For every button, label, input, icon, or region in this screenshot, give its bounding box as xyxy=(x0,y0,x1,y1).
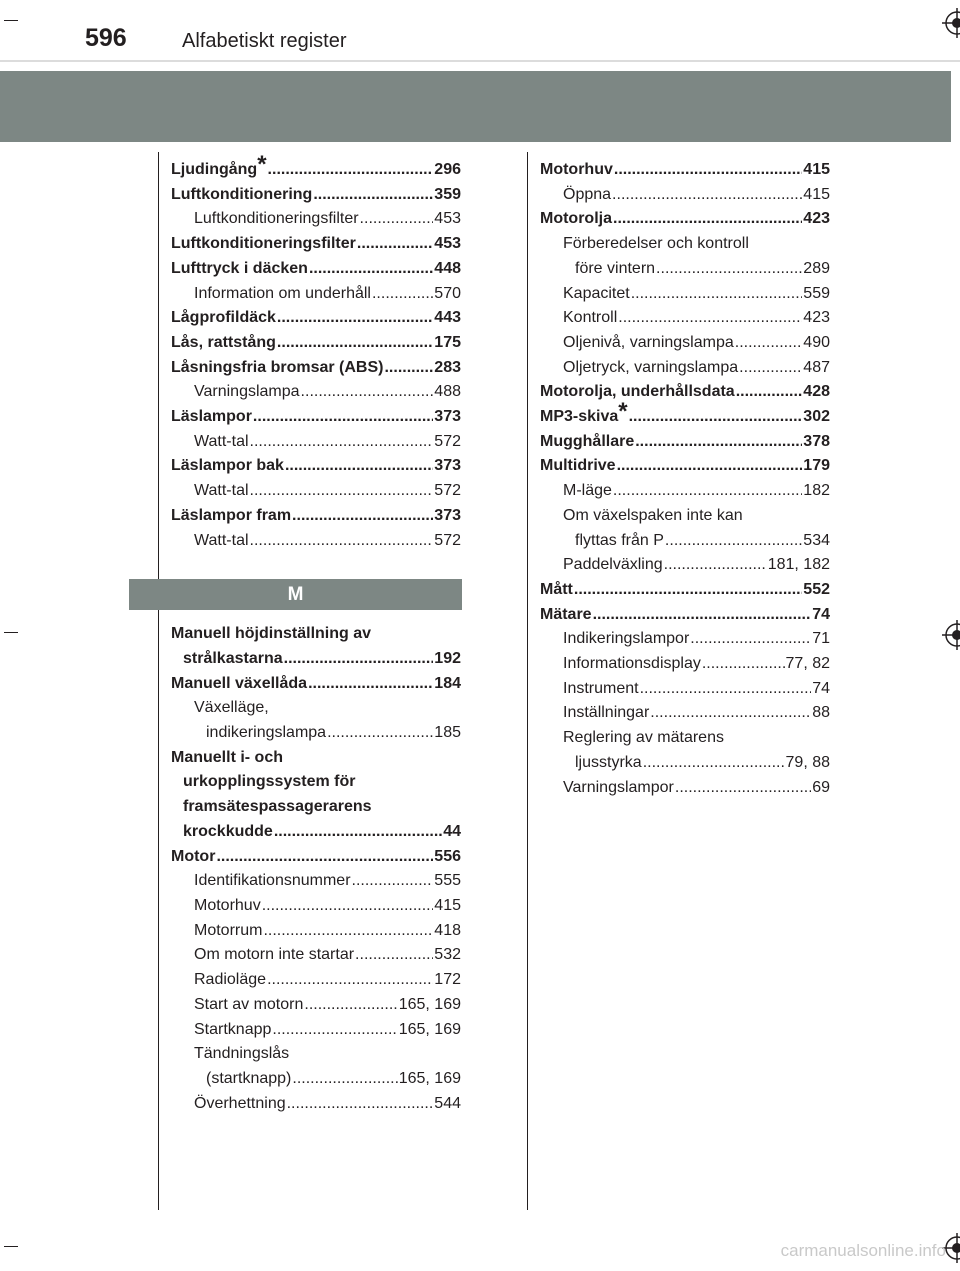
index-entry[interactable]: Manuellt i- och xyxy=(171,748,283,766)
registration-mark-icon xyxy=(942,620,960,650)
index-subentry[interactable] xyxy=(540,776,830,801)
entry-page: 192 xyxy=(434,649,461,667)
column-rule-left xyxy=(158,152,159,1210)
entry-page: 165, 169 xyxy=(398,1020,461,1038)
index-subentry[interactable] xyxy=(171,869,461,894)
entry-page: 77, 82 xyxy=(785,655,830,673)
index-subentry[interactable] xyxy=(540,553,830,578)
entry-page: 534 xyxy=(803,531,830,549)
entry-label: Låsningsfria bromsar (ABS) xyxy=(171,358,384,376)
index-entry[interactable] xyxy=(540,454,830,479)
entry-page: 428 xyxy=(803,383,830,401)
index-subentry[interactable] xyxy=(171,993,461,1018)
entry-label: Watt-tal xyxy=(194,531,249,549)
index-entry[interactable] xyxy=(540,397,830,430)
index-subentry[interactable] xyxy=(540,282,830,307)
entry-page: 69 xyxy=(812,778,830,796)
entry-page: 302 xyxy=(803,408,830,426)
index-entry[interactable]: Manuell höjdinställning av xyxy=(171,625,372,643)
letter-heading: M xyxy=(129,579,462,610)
entry-label: Motor xyxy=(171,847,216,865)
index-subentry[interactable] xyxy=(171,1018,461,1043)
index-entry[interactable] xyxy=(171,150,461,183)
crop-mark xyxy=(4,1246,18,1247)
index-entry[interactable] xyxy=(171,820,461,845)
entry-page: 453 xyxy=(434,210,461,228)
entry-page: 79, 88 xyxy=(785,753,830,771)
entry-label: Överhettning xyxy=(194,1094,286,1112)
entry-page: 283 xyxy=(434,358,461,376)
entry-label: Motorhuv xyxy=(540,161,613,178)
index-subentry[interactable] xyxy=(540,356,830,381)
entry-page: 165, 169 xyxy=(398,995,461,1013)
entry-label: Informationsdisplay xyxy=(563,655,701,673)
index-subentry[interactable]: Tändningslås xyxy=(194,1045,290,1063)
index-subentry[interactable] xyxy=(171,721,461,746)
index-subentry[interactable] xyxy=(540,751,830,776)
entry-label: Motorolja xyxy=(540,210,612,228)
entry-label: Mått xyxy=(540,580,573,598)
entry-page: 490 xyxy=(803,333,830,351)
entry-page: 74 xyxy=(812,605,830,623)
index-subentry[interactable] xyxy=(540,479,830,504)
entry-page: 415 xyxy=(434,896,461,914)
index-subentry[interactable]: Växelläge, xyxy=(194,699,269,717)
entry-label: Indikeringslampor xyxy=(563,630,690,648)
index-entry[interactable] xyxy=(171,845,461,870)
entry-label: Läslampor bak xyxy=(171,457,284,475)
entry-label: Kontroll xyxy=(563,309,618,327)
index-entry[interactable] xyxy=(540,158,830,183)
asterisk: * xyxy=(257,150,267,178)
index-subentry[interactable]: Förberedelser och kontroll xyxy=(563,235,749,253)
entries-l xyxy=(171,150,461,553)
index-entry[interactable] xyxy=(540,207,830,232)
entry-page: 165, 169 xyxy=(398,1069,461,1087)
entry-label: Om motorn inte startar xyxy=(194,946,355,964)
entry-page: 185 xyxy=(434,724,461,742)
index-column-left xyxy=(171,150,461,1116)
entry-label: Motorrum xyxy=(194,921,263,939)
entry-page: 423 xyxy=(803,210,830,228)
column-rule-middle xyxy=(527,152,528,1210)
entry-page: 544 xyxy=(434,1094,461,1112)
page-header xyxy=(0,0,960,62)
index-subentry[interactable]: Om växelspaken inte kan xyxy=(563,506,743,524)
entry-page: 532 xyxy=(434,946,461,964)
entry-label: MP3-skiva* xyxy=(540,397,628,426)
entry-label: Watt-tal xyxy=(194,432,249,450)
index-entry-continued: framsätespassagerarens xyxy=(183,798,372,816)
entry-page: 359 xyxy=(434,185,461,203)
index-subentry[interactable] xyxy=(540,183,830,208)
entry-label: Paddelväxling xyxy=(563,556,663,574)
entry-label: Instrument xyxy=(563,679,639,697)
index-entry[interactable] xyxy=(171,331,461,356)
registration-mark-icon xyxy=(942,8,960,38)
entry-label: Startknapp xyxy=(194,1020,272,1038)
entry-page: 182 xyxy=(803,482,830,500)
index-subentry[interactable]: Reglering av mätarens xyxy=(563,729,724,747)
entry-page: 88 xyxy=(812,704,830,722)
entry-label: Luftkonditioneringsfilter xyxy=(194,210,359,228)
index-subentry[interactable] xyxy=(171,479,461,504)
entry-page: 296 xyxy=(434,161,461,178)
entry-label: Identifikationsnummer xyxy=(194,872,351,890)
index-subentry[interactable] xyxy=(171,430,461,455)
watermark: carmanualsonline.info xyxy=(780,1241,946,1260)
entry-page: 443 xyxy=(434,309,461,327)
section-title: Alfabetiskt register xyxy=(182,30,347,52)
entry-label: strålkastarna xyxy=(183,649,283,667)
entry-label: Luftkonditionering xyxy=(171,185,313,203)
index-entry[interactable] xyxy=(540,603,830,628)
entry-page: 373 xyxy=(434,506,461,524)
entry-label: Motorolja, underhållsdata xyxy=(540,383,735,401)
index-subentry[interactable] xyxy=(171,207,461,232)
index-subentry[interactable] xyxy=(171,529,461,554)
entry-label: Mätare xyxy=(540,605,592,623)
entry-page: 181, 182 xyxy=(767,556,830,574)
index-subentry[interactable] xyxy=(171,943,461,968)
entry-page: 373 xyxy=(434,408,461,426)
entry-label: Öppna xyxy=(563,185,612,203)
entry-page: 552 xyxy=(803,580,830,598)
entry-label: Oljenivå, varningslampa xyxy=(563,333,734,351)
entry-page: 556 xyxy=(434,847,461,865)
index-entry[interactable] xyxy=(171,405,461,430)
entry-page: 453 xyxy=(434,235,461,253)
index-entry[interactable] xyxy=(540,430,830,455)
entry-page: 184 xyxy=(434,674,461,692)
entry-label: krockkudde xyxy=(183,822,273,840)
index-column-right xyxy=(540,158,830,800)
entry-page: 572 xyxy=(434,482,461,500)
index-subentry[interactable] xyxy=(171,1067,461,1092)
index-subentry[interactable] xyxy=(540,701,830,726)
index-entry[interactable] xyxy=(540,578,830,603)
crop-mark xyxy=(4,20,18,21)
index-subentry[interactable] xyxy=(171,894,461,919)
entry-page: 555 xyxy=(434,872,461,890)
index-subentry[interactable] xyxy=(171,1092,461,1117)
entries-olja xyxy=(540,282,830,381)
entry-label: flyttas från P xyxy=(575,531,664,549)
index-subentry[interactable] xyxy=(171,380,461,405)
entry-page: 488 xyxy=(434,383,461,401)
entry-page: 572 xyxy=(434,531,461,549)
entry-page: 378 xyxy=(803,432,830,450)
crop-mark xyxy=(4,632,18,633)
index-entry[interactable] xyxy=(171,257,461,282)
index-entry-continued: urkopplingssystem för xyxy=(183,773,356,791)
entry-page: 74 xyxy=(812,679,830,697)
entry-page: 418 xyxy=(434,921,461,939)
entry-page: 172 xyxy=(434,971,461,989)
entry-label: Luftkonditioneringsfilter xyxy=(171,235,356,253)
entry-page: 423 xyxy=(803,309,830,327)
index-subentry[interactable] xyxy=(540,257,830,282)
entry-page: 175 xyxy=(434,333,461,351)
entry-page: 415 xyxy=(803,161,830,178)
index-subentry[interactable] xyxy=(540,306,830,331)
index-subentry[interactable] xyxy=(540,529,830,554)
index-entry[interactable] xyxy=(171,183,461,208)
entry-page: 572 xyxy=(434,432,461,450)
entry-page: 289 xyxy=(803,259,830,277)
index-subentry[interactable] xyxy=(540,652,830,677)
entry-label: Inställningar xyxy=(563,704,650,722)
index-entry[interactable] xyxy=(171,504,461,529)
entry-label: Lufttryck i däcken xyxy=(171,259,308,277)
index-subentry[interactable] xyxy=(540,331,830,356)
entry-page: 71 xyxy=(812,630,830,648)
index-entry[interactable] xyxy=(540,380,830,405)
entry-label: Lågprofildäck xyxy=(171,309,276,327)
asterisk: * xyxy=(618,397,628,425)
entry-label: Mugghållare xyxy=(540,432,635,450)
entry-label: ljusstyrka xyxy=(575,753,642,771)
page-number: 596 xyxy=(85,24,127,52)
entry-label: Motorhuv xyxy=(194,896,261,914)
entry-label: Multidrive xyxy=(540,457,616,475)
entry-label: Ljudingång* xyxy=(171,150,267,178)
entry-page: 559 xyxy=(803,284,830,302)
entry-label: Kapacitet xyxy=(563,284,630,302)
entry-label: M-läge xyxy=(563,482,612,500)
entry-label: Radioläge xyxy=(194,971,267,989)
entry-label: Varningslampor xyxy=(563,778,674,796)
entry-label: Manuell växellåda xyxy=(171,674,308,692)
index-entry[interactable] xyxy=(171,232,461,257)
entry-label: Lås, rattstång xyxy=(171,333,276,351)
entry-label: Information om underhåll xyxy=(194,284,371,302)
index-entry[interactable] xyxy=(171,647,461,672)
entry-label: (startknapp) xyxy=(206,1069,292,1087)
index-subentry[interactable] xyxy=(171,919,461,944)
index-entry[interactable] xyxy=(171,454,461,479)
index-entry[interactable] xyxy=(171,356,461,381)
entry-page: 570 xyxy=(434,284,461,302)
entry-page: 44 xyxy=(443,822,461,840)
index-subentry[interactable] xyxy=(171,968,461,993)
header-rule xyxy=(0,60,960,62)
entry-label: Läslampor xyxy=(171,408,252,426)
header-band xyxy=(0,71,951,142)
entry-label: Varningslampa xyxy=(194,383,300,401)
entries-matare xyxy=(540,627,830,726)
entry-page: 487 xyxy=(803,358,830,376)
entry-label: Läslampor fram xyxy=(171,506,292,524)
index-subentry[interactable] xyxy=(171,282,461,307)
index-entry[interactable] xyxy=(171,672,461,697)
index-subentry[interactable] xyxy=(540,677,830,702)
entry-label: Oljetryck, varningslampa xyxy=(563,358,739,376)
entry-page: 373 xyxy=(434,457,461,475)
entry-page: 179 xyxy=(803,457,830,475)
index-entry[interactable] xyxy=(171,306,461,331)
entry-label: indikeringslampa xyxy=(206,724,327,742)
entry-page: 415 xyxy=(803,185,830,203)
entry-label: före vintern xyxy=(575,259,656,277)
index-subentry[interactable] xyxy=(540,627,830,652)
entries-motor xyxy=(171,869,461,1042)
entry-page: 448 xyxy=(434,259,461,277)
entry-label: Watt-tal xyxy=(194,482,249,500)
entry-label: Start av motorn xyxy=(194,995,304,1013)
